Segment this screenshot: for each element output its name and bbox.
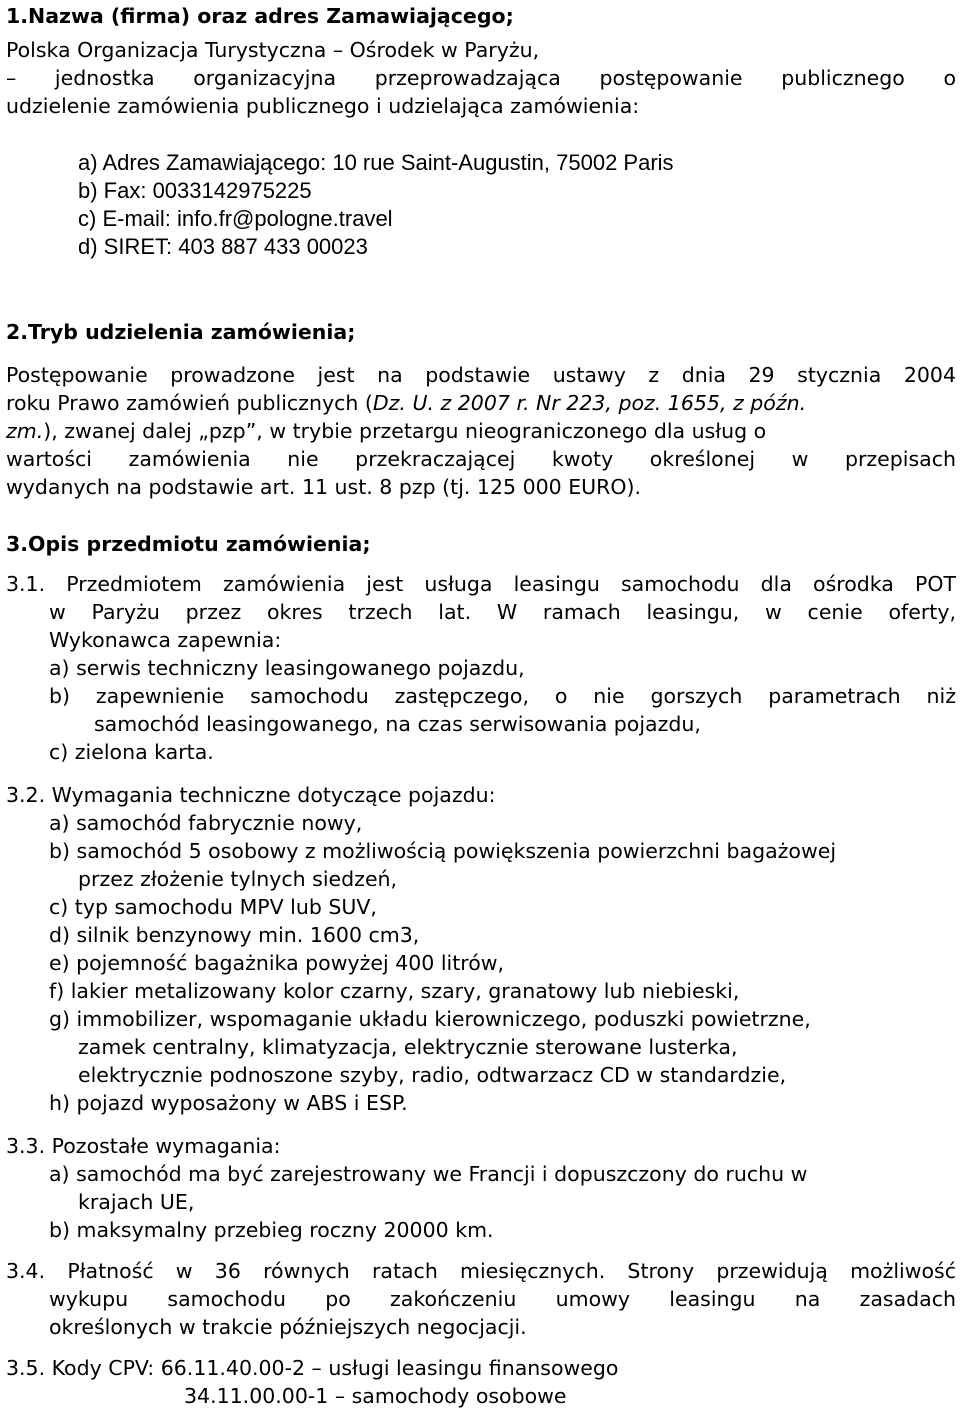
section-1-intro-line: – jednostka organizacyjna przeprowadzająca postępowanie publicznego o: [6, 66, 956, 90]
section-2-paragraph-line: Postępowanie prowadzone jest na podstawie ustawy z dnia 29 stycznia 2004: [6, 363, 956, 387]
point-3-2-item: d) silnik benzynowy min. 1600 cm3,: [49, 923, 420, 947]
section-2-paragraph-line: zm.), zwanej dalej „pzp”, w trybie przetargu nieograniczonego dla usług o: [6, 419, 767, 443]
point-3-1-item: a) serwis techniczny leasingowanego pojazdu,: [49, 656, 525, 680]
point-3-1-line: Wykonawca zapewnia:: [49, 628, 282, 652]
contact-item-email: c) E-mail: info.fr@pologne.travel: [78, 206, 393, 231]
point-3-4-line: określonych w trakcie późniejszych negocjacji.: [49, 1315, 527, 1339]
section-2-paragraph-line: wartości zamówienia nie przekraczającej kwoty określonej w przepisach: [6, 447, 956, 471]
point-3-2-item: c) typ samochodu MPV lub SUV,: [49, 895, 377, 919]
section-2-paragraph-line: wydanych na podstawie art. 11 ust. 8 pzp (tj. 125 000 EURO).: [6, 475, 642, 499]
point-3-3-item-continuation: krajach UE,: [78, 1190, 195, 1214]
point-3-1-item: b) zapewnienie samochodu zastępczego, o nie gorszych parametrach niż: [49, 684, 956, 708]
point-3-1-item: c) zielona karta.: [49, 740, 214, 764]
point-3-5-cpv-line: 34.11.00.00-1 – samochody osobowe: [184, 1384, 567, 1408]
section-1-intro-line: udzielenie zamówienia publicznego i udzielająca zamówienia:: [6, 94, 640, 118]
point-3-2-item-continuation: elektrycznie podnoszone szyby, radio, odtwarzacz CD w standardzie,: [78, 1063, 787, 1087]
section-2-paragraph-line: roku Prawo zamówień publicznych (Dz. U. z 2007 r. Nr 223, poz. 1655, z późn.: [6, 391, 807, 415]
point-3-2-item: a) samochód fabrycznie nowy,: [49, 811, 363, 835]
section-1-heading: 1.Nazwa (firma) oraz adres Zamawiającego;: [6, 4, 514, 28]
point-3-5-cpv-line: 3.5. Kody CPV: 66.11.40.00-2 – usługi leasingu finansowego: [6, 1356, 619, 1380]
point-3-3-item: b) maksymalny przebieg roczny 20000 km.: [49, 1218, 494, 1242]
point-3-2-item: g) immobilizer, wspomaganie układu kierowniczego, poduszki powietrzne,: [49, 1007, 811, 1031]
point-3-2-item: h) pojazd wyposażony w ABS i ESP.: [49, 1091, 408, 1115]
contact-item-fax: b) Fax: 0033142975225: [78, 178, 312, 203]
point-3-2-heading: 3.2. Wymagania techniczne dotyczące pojazdu:: [6, 783, 496, 807]
contact-item-siret: d) SIRET: 403 887 433 00023: [78, 234, 368, 259]
point-3-3-item: a) samochód ma być zarejestrowany we Francji i dopuszczony do ruchu w: [49, 1162, 808, 1186]
point-3-2-item: b) samochód 5 osobowy z możliwością powiększenia powierzchni bagażowej: [49, 839, 837, 863]
point-3-1-line: w Paryżu przez okres trzech lat. W ramach leasingu, w cenie oferty,: [49, 600, 956, 624]
section-3-heading: 3.Opis przedmiotu zamówienia;: [6, 532, 371, 556]
point-3-1-line: 3.1. Przedmiotem zamówienia jest usługa leasingu samochodu dla ośrodka POT: [6, 572, 956, 596]
point-3-3-heading: 3.3. Pozostałe wymagania:: [6, 1134, 281, 1158]
point-3-2-item: f) lakier metalizowany kolor czarny, szary, granatowy lub niebieski,: [49, 979, 740, 1003]
point-3-4-line: 3.4. Płatność w 36 równych ratach miesięcznych. Strony przewidują możliwość: [6, 1259, 956, 1283]
section-1-intro-line: Polska Organizacja Turystyczna – Ośrodek w Paryżu,: [6, 38, 540, 62]
point-3-1-item-continuation: samochód leasingowanego, na czas serwisowania pojazdu,: [94, 712, 701, 736]
point-3-2-item-continuation: przez złożenie tylnych siedzeń,: [78, 867, 398, 891]
point-3-2-item: e) pojemność bagażnika powyżej 400 litrów,: [49, 951, 505, 975]
contact-item-address: a) Adres Zamawiającego: 10 rue Saint-Augustin, 75002 Paris: [78, 150, 674, 175]
point-3-4-line: wykupu samochodu po zakończeniu umowy leasingu na zasadach: [49, 1287, 956, 1311]
section-2-heading: 2.Tryb udzielenia zamówienia;: [6, 320, 356, 344]
point-3-2-item-continuation: zamek centralny, klimatyzacja, elektrycznie sterowane lusterka,: [78, 1035, 738, 1059]
